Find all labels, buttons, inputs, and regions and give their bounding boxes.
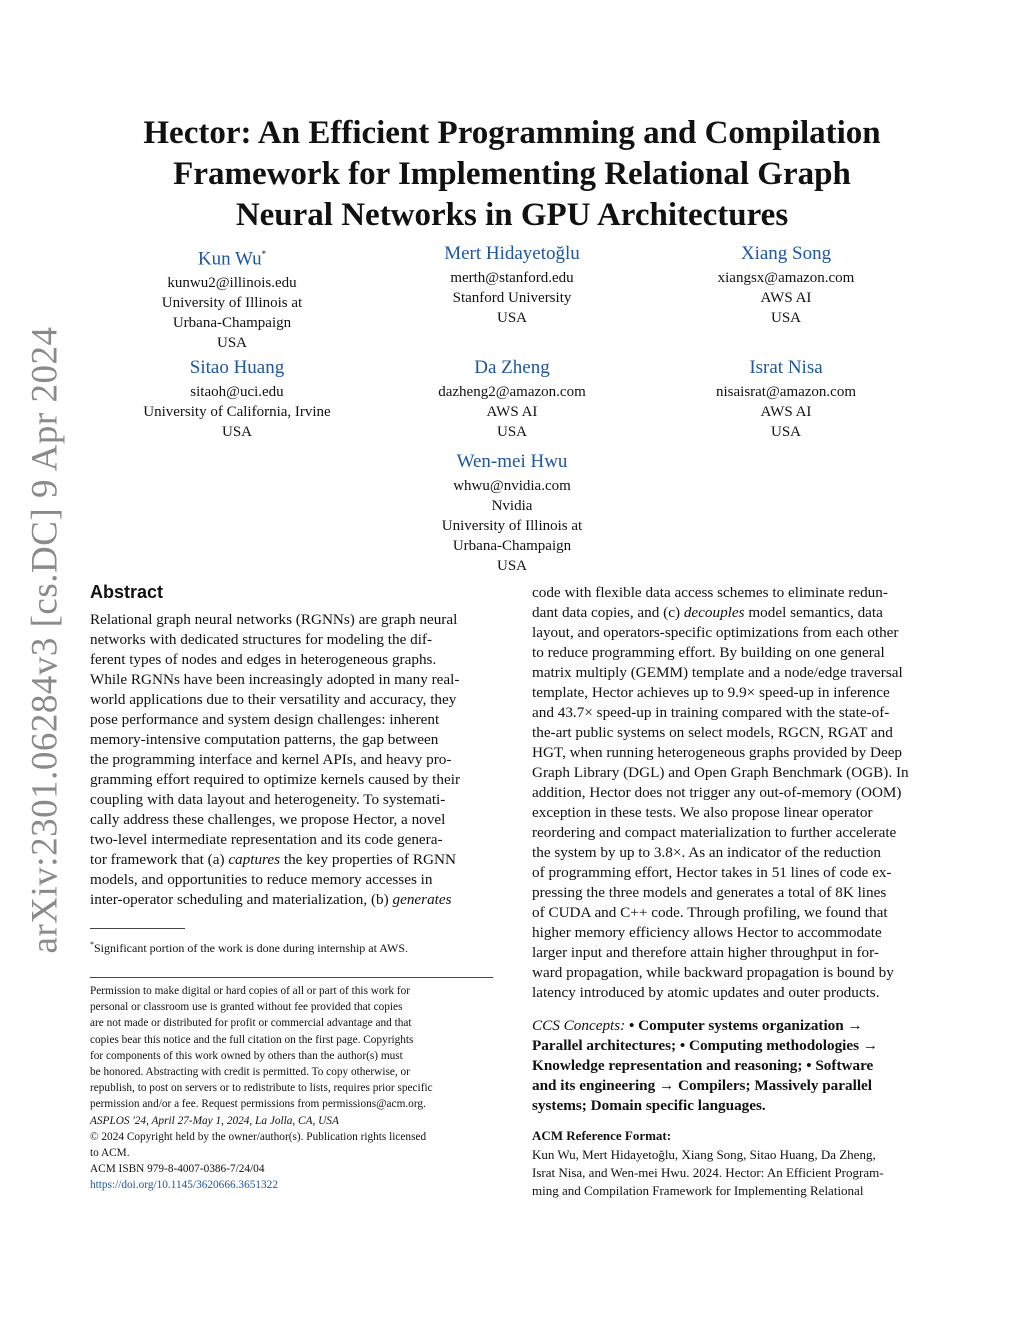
text-line: ferent types of nodes and edges in heterogeneous graphs. (90, 651, 437, 668)
emphasis: generates (392, 891, 452, 908)
text-line: coupling with data layout and heterogeneity. To systemati- (90, 791, 446, 808)
author-affiliation: University of Illinois at (161, 295, 303, 312)
author-affiliation: Urbana-Champaign (172, 315, 292, 332)
author-affiliation: Urbana-Champaign (452, 538, 572, 554)
ccs-line: Knowledge representation and reasoning; • Software (532, 1057, 874, 1074)
conference-info: ASPLOS '24, April 27-May 1, 2024, La Jolla, CA, USA (90, 1114, 339, 1127)
text-line: of programming effort, Hector takes in 51 lines of code ex- (532, 864, 892, 881)
author-block (97, 356, 377, 442)
author-name[interactable]: Sitao Huang (189, 357, 285, 378)
permission-line: be honored. Abstracting with credit is permitted. To copy otherwise, or (90, 1066, 410, 1079)
author-email: whwu@nvidia.com (453, 478, 571, 494)
author-block (372, 242, 652, 328)
text-line: world applications due to their versatility and accuracy, they (90, 691, 457, 708)
text-line: the-art public systems on select models, RGCN, RGAT and (532, 724, 893, 741)
footnote-text: Significant portion of the work is done during internship at AWS. (94, 941, 408, 955)
author-email: merth@stanford.edu (450, 270, 574, 286)
permission-line: permission and/or a fee. Request permissions from permissions@acm.org. (90, 1098, 426, 1111)
permission-divider (90, 977, 493, 978)
text-line: pressing the three models and generates a total of 8K lines (532, 884, 887, 901)
abstract-heading: Abstract (90, 582, 164, 602)
text-line: models, and opportunities to reduce memory accesses in (90, 871, 433, 888)
author-block (646, 356, 926, 442)
text-line: pose performance and system design challenges: inherent (90, 711, 440, 728)
author-affiliation: AWS AI (760, 290, 812, 306)
copyright-line: to ACM. (90, 1147, 130, 1160)
author-country: USA (770, 310, 801, 326)
permission-line: Permission to make digital or hard copies of all or part of this work for (90, 985, 411, 997)
text-line: matrix multiply (GEMM) template and a node/edge traversal (532, 664, 903, 681)
text-line: While RGNNs have been increasingly adopted in many real- (90, 671, 460, 688)
text-line: reordering and compact materialization to further accelerate (532, 824, 897, 841)
title-line: Framework for Implementing Relational Graph (173, 156, 851, 192)
author-country: USA (496, 310, 527, 326)
arxiv-identifier: arXiv:2301.06284v3 [cs.DC] 9 Apr 2024 (24, 326, 66, 954)
author-email: xiangsx@amazon.com (717, 270, 855, 286)
ccs-line: systems; Domain specific languages. (532, 1097, 766, 1114)
text-line: Relational graph neural networks (RGNNs) are graph neural (90, 611, 458, 628)
doi-link[interactable]: https://doi.org/10.1145/3620666.3651322 (90, 1179, 278, 1192)
author-email: sitaoh@uci.edu (190, 384, 284, 400)
author-block (372, 356, 652, 442)
text-line: addition, Hector does not trigger any out-of-memory (OOM) (532, 784, 902, 801)
text-line: two-level intermediate representation and its code genera- (90, 831, 443, 848)
abstract-left-column (90, 610, 493, 910)
author-affiliation: Nvidia (491, 498, 533, 514)
text-line: larger input and therefore attain higher throughput in for- (532, 944, 879, 961)
paper-title (80, 113, 944, 236)
text-line: exception in these tests. We also propose linear operator (532, 804, 873, 821)
reference-format-text (532, 1146, 936, 1200)
footnote (90, 937, 408, 956)
text-line: Graph Library (DGL) and Open Graph Benchmark (OGB). In (532, 764, 909, 781)
text-line: of CUDA and C++ code. Through profiling, we found that (532, 904, 888, 921)
author-name[interactable]: Mert Hidayetoğlu (444, 243, 580, 264)
ccs-label: CCS Concepts: (532, 1017, 626, 1034)
text-line: cally address these challenges, we propose Hector, a novel (90, 811, 446, 828)
text-line: memory-intensive computation patterns, the gap between (90, 731, 439, 748)
author-country: USA (221, 424, 252, 440)
permission-block (90, 983, 493, 1194)
ccs-line: • Computer systems organization → (625, 1017, 863, 1034)
author-name[interactable]: Wen-mei Hwu (456, 451, 568, 472)
permission-line: are not made or distributed for profit or commercial advantage and that (90, 1017, 412, 1030)
text-line: latency introduced by atomic updates and outer products. (532, 984, 880, 1001)
reference-format-heading: ACM Reference Format: (532, 1128, 672, 1143)
text-line: higher memory efficiency allows Hector to accommodate (532, 924, 882, 941)
text-line: the programming interface and kernel APIs, and heavy pro- (90, 751, 452, 768)
author-affiliation: University of California, Irvine (143, 404, 331, 420)
copyright-line: © 2024 Copyright held by the owner/author(s). Publication rights licensed (90, 1130, 427, 1143)
author-country: USA (216, 335, 247, 352)
ccs-line: Parallel architectures; • Computing methodologies → (532, 1037, 879, 1054)
author-footnote-mark: * (261, 249, 267, 259)
text-line: layout, and operators-specific optimizations from each other (532, 624, 899, 641)
permission-line: copies bear this notice and the full citation on the first page. Copyrights (90, 1033, 414, 1046)
author-email: nisaisrat@amazon.com (715, 384, 857, 400)
author-name[interactable]: Da Zheng (474, 357, 550, 378)
emphasis: captures (228, 851, 281, 868)
text-line: tor framework that (a) captures the key properties of RGNN (90, 851, 456, 868)
text-line: inter-operator scheduling and materialization, (b) generates (90, 891, 452, 908)
author-country: USA (496, 424, 527, 440)
reference-line: Israt Nisa, and Wen-mei Hwu. 2024. Hector: An Efficient Program- (532, 1165, 884, 1180)
reference-line: Kun Wu, Mert Hidayetoğlu, Xiang Song, Sitao Huang, Da Zheng, (532, 1147, 876, 1162)
author-country: USA (496, 558, 527, 574)
author-block (646, 242, 926, 328)
author-affiliation: Stanford University (452, 290, 572, 306)
ccs-line: and its engineering → Compilers; Massively parallel (532, 1077, 873, 1094)
permission-line: republish, to post on servers or to redistribute to lists, requires prior specific (90, 1082, 433, 1095)
author-block (372, 450, 652, 576)
text-line: dant data copies, and (c) decouples model semantics, data (532, 604, 883, 621)
text-line: networks with dedicated structures for modeling the dif- (90, 631, 433, 648)
text-line: and 43.7× speed-up in training compared with the state-of- (532, 704, 890, 721)
text-line: to reduce programming effort. By building on one general (532, 644, 885, 661)
text-line: ward propagation, while backward propagation is bound by (532, 964, 894, 981)
footnote-mark: * (90, 940, 94, 949)
author-name[interactable]: Kun Wu* (197, 248, 267, 270)
text-line: HGT, when running heterogeneous graphs provided by Deep (532, 744, 903, 761)
author-affiliation: AWS AI (486, 404, 538, 420)
text-line: template, Hector achieves up to 9.9× speed-up in inference (532, 684, 890, 701)
footnote-divider (90, 928, 185, 929)
text-line: the system by up to 3.8×. As an indicator of the reduction (532, 844, 881, 861)
author-name[interactable]: Israt Nisa (749, 357, 823, 378)
author-email: dazheng2@amazon.com (438, 384, 586, 400)
ccs-concepts (532, 1016, 936, 1116)
author-email: kunwu2@illinois.edu (167, 275, 297, 292)
title-line: Neural Networks in GPU Architectures (235, 197, 789, 233)
abstract-right-column (532, 583, 936, 1003)
author-name[interactable]: Xiang Song (740, 243, 832, 264)
text-line: gramming effort required to optimize kernels caused by their (90, 771, 461, 788)
permission-line: for components of this work owned by others than the author(s) must (90, 1049, 403, 1062)
isbn: ACM ISBN 979-8-4007-0386-7/24/04 (90, 1163, 265, 1176)
reference-line: ming and Compilation Framework for Implementing Relational (532, 1183, 864, 1198)
permission-line: personal or classroom use is granted without fee provided that copies (90, 1001, 403, 1014)
title-line: Hector: An Efficient Programming and Compilation (143, 115, 881, 151)
author-block (92, 242, 372, 353)
author-affiliation: AWS AI (760, 404, 812, 420)
author-affiliation: University of Illinois at (441, 518, 583, 534)
text-line: code with flexible data access schemes to eliminate redun- (532, 584, 888, 601)
author-country: USA (770, 424, 801, 440)
emphasis: decouples (683, 604, 745, 621)
